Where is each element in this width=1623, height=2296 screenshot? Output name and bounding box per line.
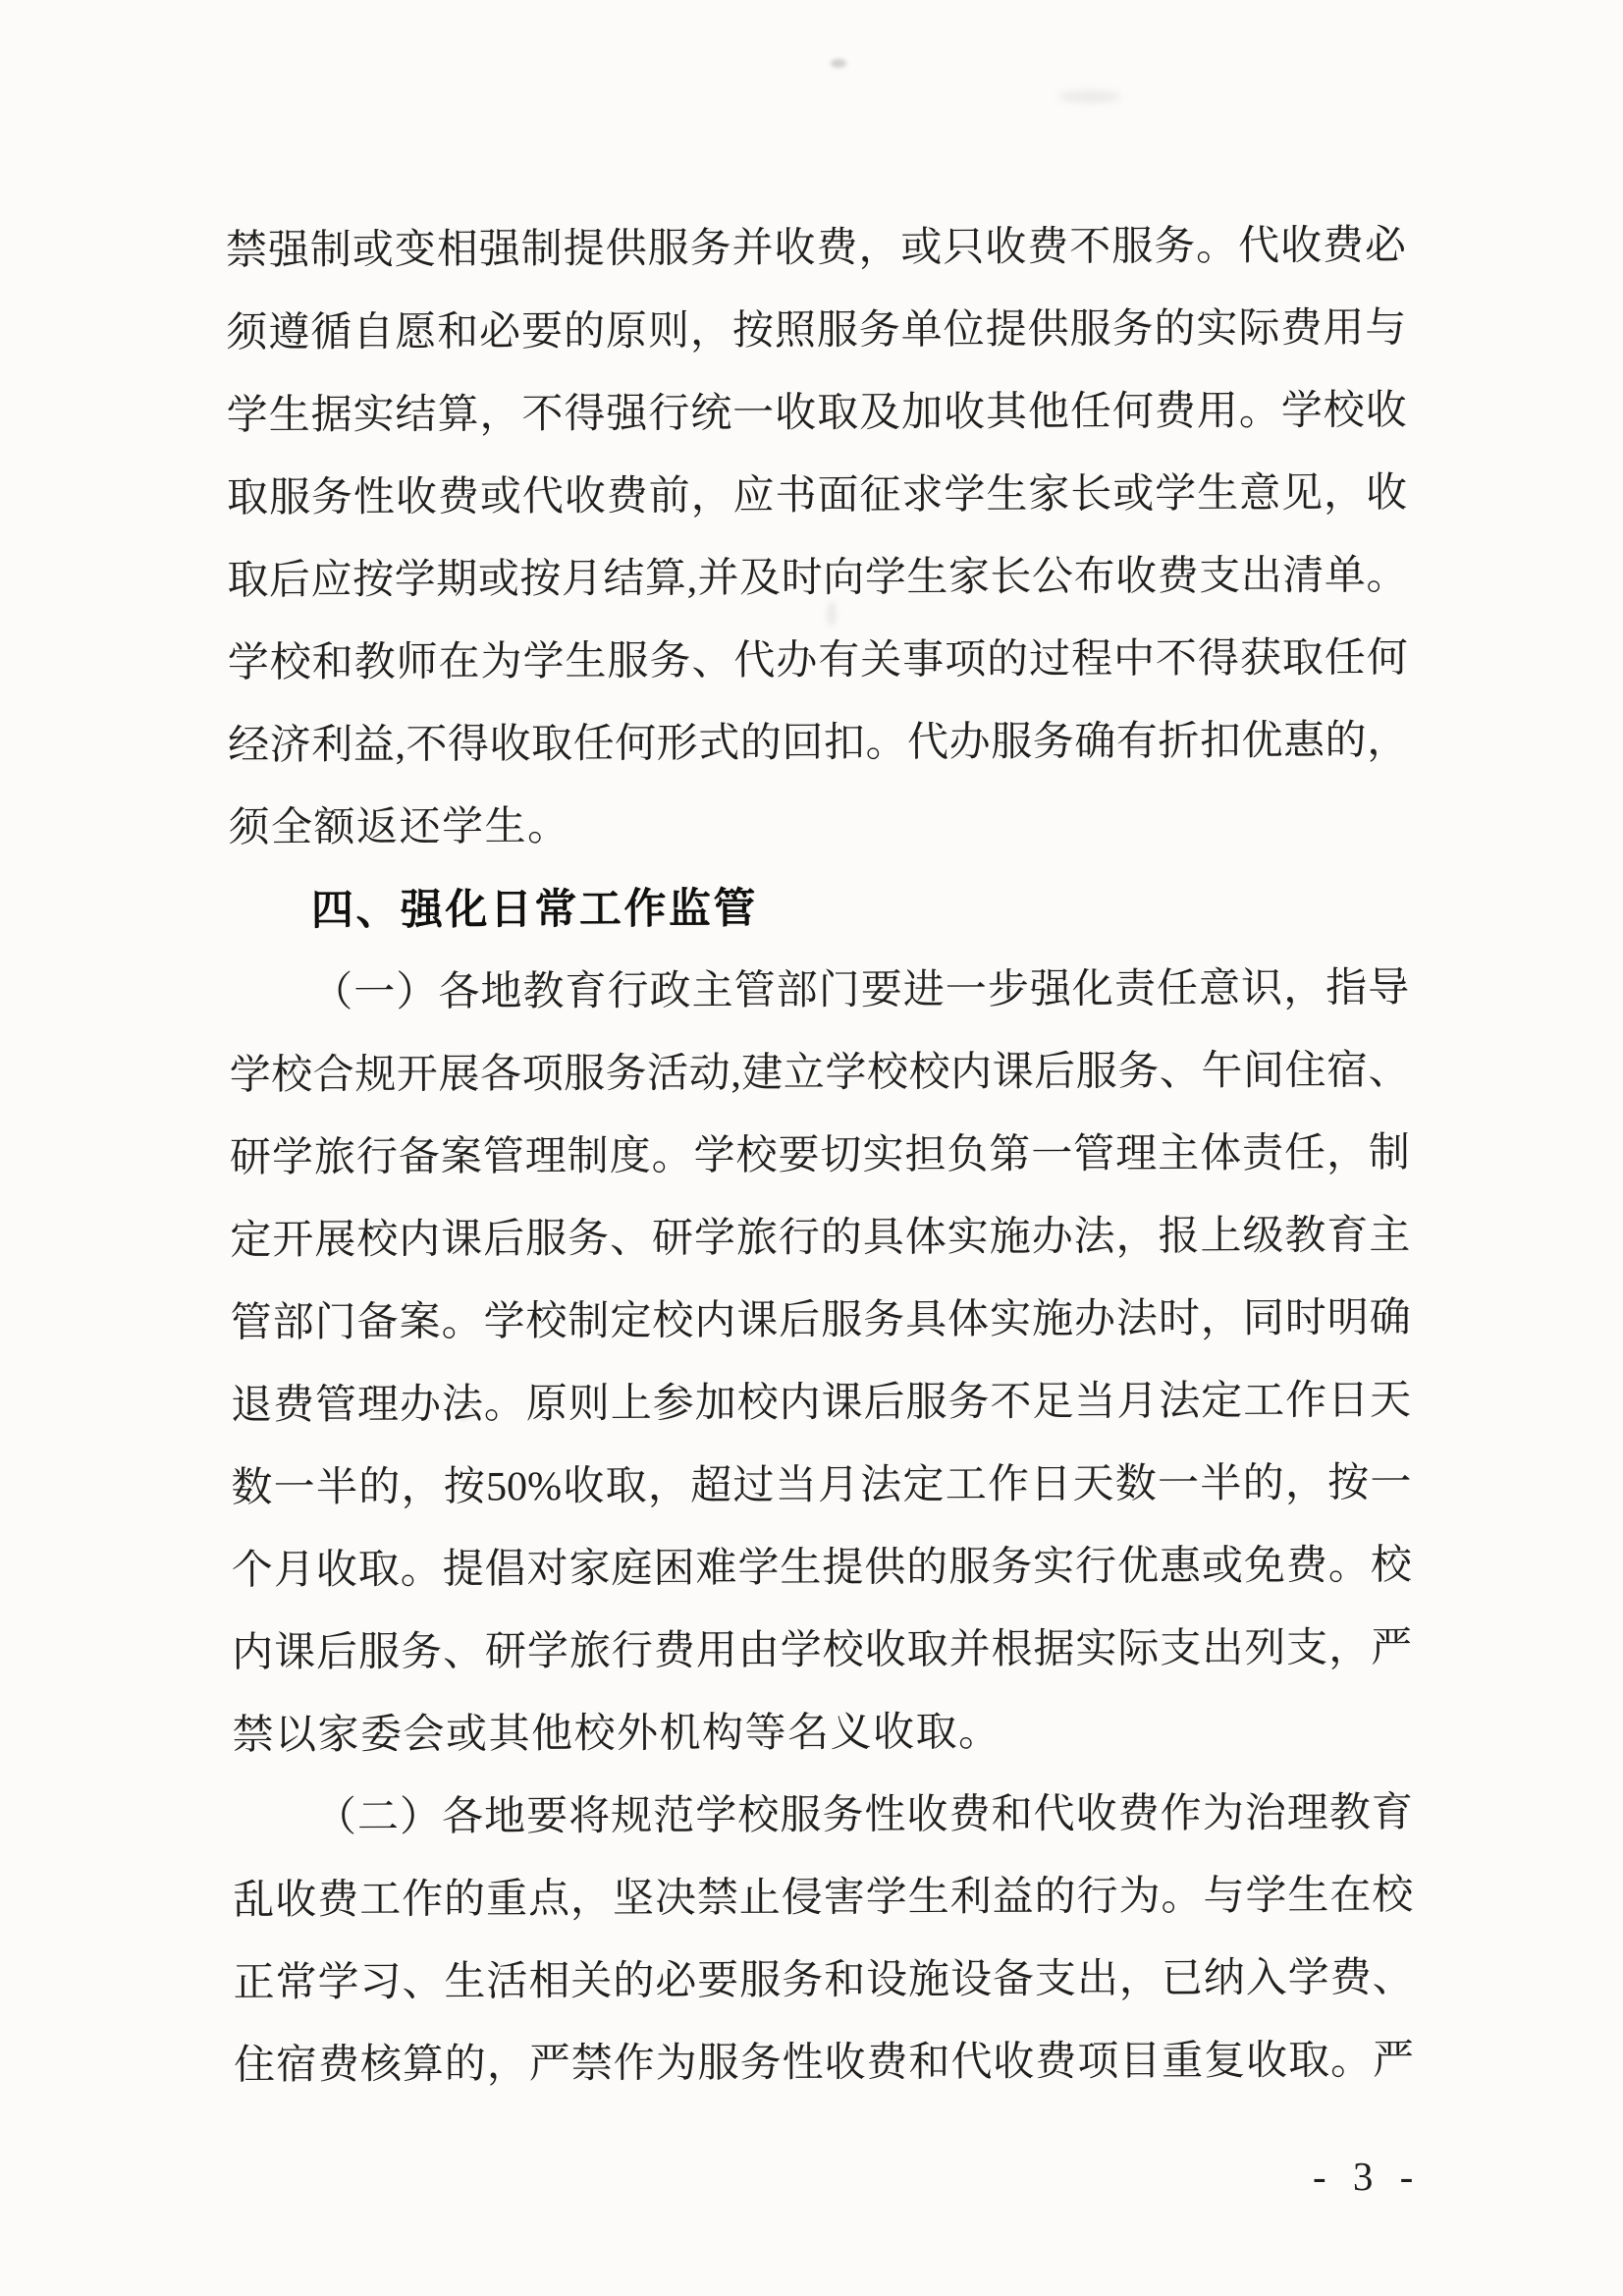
text-line: 研学旅行备案管理制度。学校要切实担负第一管理主体责任，制: [229, 1130, 1411, 1181]
section-heading: 四、强化日常工作监管: [310, 885, 759, 935]
text-line: 学生据实结算，不得强行统一收取及加收其他任何费用。学校收: [226, 388, 1407, 439]
text-line: 乱收费工作的重点，坚决禁止侵害学生利益的行为。与学生在校: [233, 1873, 1414, 1924]
text-line: 取服务性收费或代收费前，应书面征求学生家长或学生意见，收: [226, 470, 1408, 521]
text-line: 须遵循自愿和必要的原则，按照服务单位提供服务的实际费用与: [226, 305, 1407, 356]
text-line: 个月收取。提倡对家庭困难学生提供的服务实行优惠或免费。校: [231, 1543, 1412, 1594]
text-line: 管部门备案。学校制定校内课后服务具体实施办法时，同时明确: [230, 1295, 1411, 1346]
page-number: - 3 -: [1313, 2154, 1419, 2199]
text-line: 禁强制或变相强制提供服务并收费，或只收费不服务。代收费必: [225, 223, 1407, 274]
document-body: [226, 204, 1414, 2106]
text-line: 退费管理办法。原则上参加校内课后服务不足当月法定工作日天: [231, 1378, 1412, 1429]
text-line: 禁以家委会或其他校外机构等名义收取。: [232, 1710, 1001, 1759]
text-line: 学校合规开展各项服务活动,建立学校校内课后服务、午间住宿、: [229, 1048, 1410, 1099]
scan-artifact: [1058, 90, 1121, 103]
text-line: 住宿费核算的，严禁作为服务性收费和代收费项目重复收取。严: [233, 2038, 1415, 2089]
text-line: 学校和教师在为学生服务、代办有关事项的过程中不得获取任何: [227, 635, 1408, 686]
text-line: 定开展校内课后服务、研学旅行的具体实施办法，报上级教育主: [230, 1213, 1411, 1264]
scan-artifact: [831, 59, 846, 68]
text-line: 取后应按学期或按月结算,并及时向学生家长公布收费支出清单。: [227, 553, 1408, 604]
text-line: （二）各地要将规范学校服务性收费和代收费作为治理教育: [314, 1790, 1414, 1841]
text-line: 须全额返还学生。: [228, 804, 570, 851]
text-line: 内课后服务、研学旅行费用由学校收取并根据实际支出列支，严: [232, 1625, 1413, 1676]
text-line: 数一半的，按50%收取，超过当月法定工作日天数一半的，按一: [231, 1460, 1412, 1511]
text-line: 正常学习、生活相关的必要服务和设施设备支出，已纳入学费、: [233, 1955, 1414, 2006]
text-line: 经济利益,不得收取任何形式的回扣。代办服务确有折扣优惠的，: [228, 718, 1409, 769]
text-line: （一）各地教育行政主管部门要进一步强化责任意识，指导: [311, 965, 1410, 1016]
